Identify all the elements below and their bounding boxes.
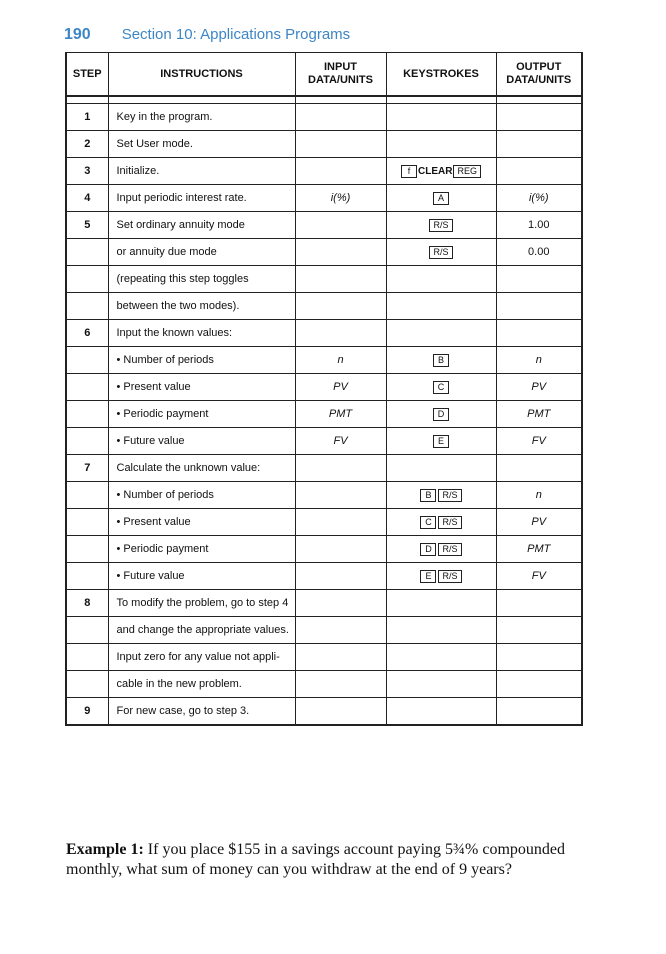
keystrokes-cell <box>386 374 496 401</box>
output-cell <box>496 617 582 644</box>
input-cell: PMT <box>295 401 386 428</box>
key-cap: f <box>401 165 417 178</box>
key-cap: B <box>420 489 436 502</box>
keystrokes-cell <box>386 158 496 185</box>
output-cell <box>496 320 582 347</box>
step-cell: 9 <box>66 698 108 726</box>
table-row <box>66 293 582 320</box>
step-cell <box>66 617 108 644</box>
key-cap: C <box>420 516 436 529</box>
input-cell <box>295 509 386 536</box>
input-cell <box>295 563 386 590</box>
instructions-cell: and change the appropriate values. <box>108 617 295 644</box>
keystrokes-cell <box>386 617 496 644</box>
key-cap: REG <box>453 165 481 178</box>
output-cell <box>496 104 582 131</box>
instructions-cell: • Present value <box>108 509 295 536</box>
table-row <box>66 158 582 185</box>
instructions-cell: • Future value <box>108 563 295 590</box>
key-cap: C <box>433 381 449 394</box>
keystrokes-cell <box>386 536 496 563</box>
output-cell <box>496 644 582 671</box>
table-row <box>66 239 582 266</box>
instructions-cell: • Present value <box>108 374 295 401</box>
input-cell <box>295 482 386 509</box>
table-row <box>66 266 582 293</box>
output-cell: n <box>496 347 582 374</box>
instructions-cell: Key in the program. <box>108 104 295 131</box>
input-cell <box>295 644 386 671</box>
input-cell: n <box>295 347 386 374</box>
output-cell <box>496 293 582 320</box>
instructions-cell: between the two modes). <box>108 293 295 320</box>
step-cell <box>66 347 108 374</box>
instructions-cell: • Future value <box>108 428 295 455</box>
step-cell: 1 <box>66 104 108 131</box>
program-instructions-table <box>65 52 583 726</box>
input-cell <box>295 104 386 131</box>
key-cap: R/S <box>429 219 452 232</box>
input-cell <box>295 536 386 563</box>
keystrokes-cell <box>386 185 496 212</box>
input-cell <box>295 239 386 266</box>
instructions-cell: Initialize. <box>108 158 295 185</box>
key-cap: B <box>433 354 449 367</box>
table-row <box>66 374 582 401</box>
instructions-cell: Set User mode. <box>108 131 295 158</box>
output-cell <box>496 131 582 158</box>
output-cell: PV <box>496 374 582 401</box>
output-cell <box>496 455 582 482</box>
header-step: STEP <box>66 53 108 97</box>
instructions-cell: Input periodic interest rate. <box>108 185 295 212</box>
page-header <box>64 26 350 48</box>
output-cell: PV <box>496 509 582 536</box>
key-cap: E <box>420 570 436 583</box>
instructions-cell: • Number of periods <box>108 482 295 509</box>
example-text: If you place $155 in a savings account paying 5¾% compounded monthly, what sum of money can you withdraw at the end of 9 years? <box>66 841 566 878</box>
key-cap: R/S <box>438 516 461 529</box>
header-instructions: INSTRUCTIONS <box>108 53 295 97</box>
header-output <box>496 53 582 97</box>
example-label: Example 1: <box>66 841 144 858</box>
step-cell: 7 <box>66 455 108 482</box>
spacer-cell <box>108 96 295 104</box>
table-row <box>66 347 582 374</box>
key-cap: D <box>420 543 436 556</box>
instructions-cell: (repeating this step toggles <box>108 266 295 293</box>
input-cell: FV <box>295 428 386 455</box>
input-cell <box>295 266 386 293</box>
step-cell <box>66 536 108 563</box>
key-cap: R/S <box>429 246 452 259</box>
spacer-cell <box>386 96 496 104</box>
header-input <box>295 53 386 97</box>
step-cell <box>66 266 108 293</box>
output-cell: FV <box>496 428 582 455</box>
header-output-label: OUTPUT DATA/UNITS <box>506 61 572 86</box>
instructions-cell: or annuity due mode <box>108 239 295 266</box>
keystrokes-cell <box>386 239 496 266</box>
input-cell: i(%) <box>295 185 386 212</box>
table-row <box>66 698 582 726</box>
step-cell: 4 <box>66 185 108 212</box>
input-cell <box>295 698 386 726</box>
input-cell: PV <box>295 374 386 401</box>
output-cell <box>496 590 582 617</box>
keystrokes-cell <box>386 455 496 482</box>
table-row <box>66 212 582 239</box>
keystrokes-cell <box>386 293 496 320</box>
step-cell <box>66 644 108 671</box>
header-keystrokes: KEYSTROKES <box>386 53 496 97</box>
instructions-cell: cable in the new problem. <box>108 671 295 698</box>
output-cell: 0.00 <box>496 239 582 266</box>
instructions-cell: To modify the problem, go to step 4 <box>108 590 295 617</box>
step-cell: 5 <box>66 212 108 239</box>
step-cell <box>66 239 108 266</box>
input-cell <box>295 158 386 185</box>
input-cell <box>295 293 386 320</box>
output-cell: i(%) <box>496 185 582 212</box>
key-label-clear: CLEAR <box>418 165 453 177</box>
step-cell: 6 <box>66 320 108 347</box>
keystrokes-cell <box>386 590 496 617</box>
output-cell <box>496 266 582 293</box>
spacer-cell <box>496 96 582 104</box>
keystrokes-cell <box>386 671 496 698</box>
key-cap: D <box>433 408 449 421</box>
instructions-cell: Set ordinary annuity mode <box>108 212 295 239</box>
keystrokes-cell <box>386 320 496 347</box>
step-cell <box>66 428 108 455</box>
output-cell: n <box>496 482 582 509</box>
key-cap: R/S <box>438 570 461 583</box>
instructions-cell: • Periodic payment <box>108 401 295 428</box>
keystrokes-cell <box>386 212 496 239</box>
step-cell <box>66 293 108 320</box>
table-row <box>66 428 582 455</box>
output-cell <box>496 158 582 185</box>
keystrokes-cell <box>386 563 496 590</box>
step-cell <box>66 671 108 698</box>
output-cell: 1.00 <box>496 212 582 239</box>
keystrokes-cell <box>386 644 496 671</box>
instructions-cell: Input the known values: <box>108 320 295 347</box>
spacer-cell <box>66 96 108 104</box>
table-row <box>66 590 582 617</box>
step-cell <box>66 563 108 590</box>
header-input-label: INPUT DATA/UNITS <box>308 61 373 86</box>
output-cell: FV <box>496 563 582 590</box>
table-row <box>66 509 582 536</box>
input-cell <box>295 320 386 347</box>
output-cell <box>496 671 582 698</box>
step-cell: 2 <box>66 131 108 158</box>
table-row <box>66 482 582 509</box>
keystrokes-cell <box>386 347 496 374</box>
step-cell <box>66 509 108 536</box>
input-cell <box>295 671 386 698</box>
input-cell <box>295 590 386 617</box>
page-number: 190 <box>64 26 91 43</box>
table-header-row <box>66 53 582 97</box>
key-cap: E <box>433 435 449 448</box>
keystrokes-cell <box>386 131 496 158</box>
instructions-cell: • Periodic payment <box>108 536 295 563</box>
instructions-cell: For new case, go to step 3. <box>108 698 295 726</box>
step-cell <box>66 374 108 401</box>
instructions-cell: Input zero for any value not appli- <box>108 644 295 671</box>
section-title: Section 10: Applications Programs <box>121 26 351 43</box>
table-row <box>66 644 582 671</box>
table-row <box>66 401 582 428</box>
table-row <box>66 617 582 644</box>
keystrokes-cell <box>386 428 496 455</box>
table-row <box>66 104 582 131</box>
input-cell <box>295 617 386 644</box>
keystrokes-cell <box>386 482 496 509</box>
instructions-cell: Calculate the unknown value: <box>108 455 295 482</box>
output-cell: PMT <box>496 536 582 563</box>
key-cap: R/S <box>438 543 461 556</box>
table-row <box>66 320 582 347</box>
table-row <box>66 185 582 212</box>
step-cell: 3 <box>66 158 108 185</box>
step-cell: 8 <box>66 590 108 617</box>
table-row <box>66 563 582 590</box>
table-row <box>66 536 582 563</box>
key-cap: R/S <box>438 489 461 502</box>
keystrokes-cell <box>386 401 496 428</box>
keystrokes-cell <box>386 266 496 293</box>
key-cap: A <box>433 192 449 205</box>
input-cell <box>295 455 386 482</box>
instructions-cell: • Number of periods <box>108 347 295 374</box>
step-cell <box>66 482 108 509</box>
input-cell <box>295 131 386 158</box>
table-row <box>66 455 582 482</box>
example-problem <box>66 840 586 880</box>
table-row <box>66 671 582 698</box>
input-cell <box>295 212 386 239</box>
keystrokes-cell <box>386 509 496 536</box>
table-spacer-row <box>66 96 582 104</box>
keystrokes-cell <box>386 104 496 131</box>
keystrokes-cell <box>386 698 496 726</box>
table-row <box>66 131 582 158</box>
output-cell <box>496 698 582 726</box>
output-cell: PMT <box>496 401 582 428</box>
spacer-cell <box>295 96 386 104</box>
step-cell <box>66 401 108 428</box>
